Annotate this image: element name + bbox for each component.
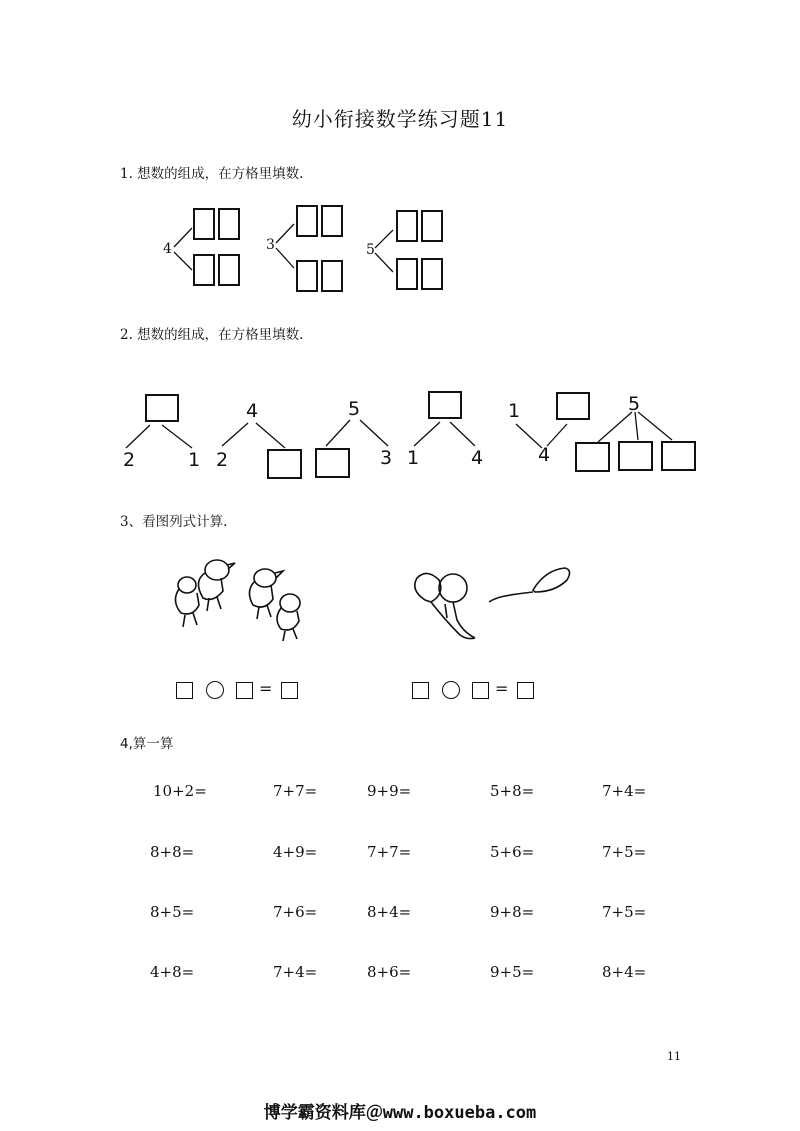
answer-box[interactable] <box>218 254 240 286</box>
math-expression: 4+9= <box>273 843 318 861</box>
math-expression: 7+7= <box>367 843 412 861</box>
equation-box[interactable] <box>281 682 298 699</box>
equals-sign: = <box>259 679 273 698</box>
equals-sign: = <box>495 679 509 698</box>
answer-box[interactable] <box>618 441 653 471</box>
tree-number: 1 <box>188 449 201 471</box>
equation-box[interactable] <box>412 682 429 699</box>
chicks-illustration <box>165 553 310 643</box>
compose-number-4: 4 <box>163 241 172 257</box>
answer-box[interactable] <box>193 208 215 240</box>
answer-box[interactable] <box>315 448 350 478</box>
math-expression: 8+4= <box>367 903 412 921</box>
footer-watermark[interactable]: 博学霸资料库＠www.boxueba.com <box>263 1103 537 1123</box>
section4-heading: 4,算一算 <box>120 736 174 752</box>
math-expression: 5+6= <box>490 843 535 861</box>
answer-box[interactable] <box>321 260 343 292</box>
math-expression: 7+4= <box>602 782 647 800</box>
compose-number-5: 5 <box>366 242 375 258</box>
answer-box[interactable] <box>296 260 318 292</box>
answer-box[interactable] <box>575 442 610 472</box>
answer-box[interactable] <box>267 449 302 479</box>
section3-heading: 3、看图列式计算. <box>120 514 228 530</box>
answer-box[interactable] <box>556 392 590 420</box>
answer-box[interactable] <box>428 391 462 419</box>
section1-heading: 1. 想数的组成，在方格里填数. <box>120 166 304 182</box>
tree-number: 2 <box>123 449 136 471</box>
math-expression: 4+8= <box>150 963 195 981</box>
math-expression: 7+7= <box>273 782 318 800</box>
math-expression: 9+8= <box>490 903 535 921</box>
math-expression: 7+5= <box>602 843 647 861</box>
equation-box[interactable] <box>236 682 253 699</box>
math-expression: 9+9= <box>367 782 412 800</box>
tree-number: 4 <box>538 444 551 466</box>
answer-box[interactable] <box>661 441 696 471</box>
math-expression: 10+2= <box>153 782 207 800</box>
answer-box[interactable] <box>296 205 318 237</box>
answer-box[interactable] <box>193 254 215 286</box>
page-number: 11 <box>667 1050 681 1063</box>
section2-heading: 2. 想数的组成，在方格里填数. <box>120 327 304 343</box>
math-expression: 7+6= <box>273 903 318 921</box>
tree-number: 1 <box>508 400 521 422</box>
answer-box[interactable] <box>396 210 418 242</box>
tree-number: 5 <box>628 393 641 415</box>
math-expression: 8+4= <box>602 963 647 981</box>
math-expression: 5+8= <box>490 782 535 800</box>
answer-box[interactable] <box>396 258 418 290</box>
tree-number: 3 <box>380 447 393 469</box>
math-expression: 7+4= <box>273 963 318 981</box>
answer-box[interactable] <box>145 394 179 422</box>
answer-box[interactable] <box>421 258 443 290</box>
operator-circle[interactable] <box>206 681 224 699</box>
operator-circle[interactable] <box>442 681 460 699</box>
math-expression: 8+5= <box>150 903 195 921</box>
compose-number-3: 3 <box>266 237 275 253</box>
answer-box[interactable] <box>421 210 443 242</box>
answer-box[interactable] <box>218 208 240 240</box>
tree-number: 4 <box>246 400 259 422</box>
math-expression: 8+8= <box>150 843 195 861</box>
math-expression: 9+5= <box>490 963 535 981</box>
math-expression: 8+6= <box>367 963 412 981</box>
tree-number: 1 <box>407 447 420 469</box>
balloons-illustration <box>405 560 575 645</box>
tree-number: 5 <box>348 398 361 420</box>
answer-box[interactable] <box>321 205 343 237</box>
math-expression: 7+5= <box>602 903 647 921</box>
equation-box[interactable] <box>472 682 489 699</box>
tree-number: 4 <box>471 447 484 469</box>
equation-box[interactable] <box>517 682 534 699</box>
equation-box[interactable] <box>176 682 193 699</box>
page-title: 幼小衔接数学练习题11 <box>291 107 509 131</box>
tree-number: 2 <box>216 449 229 471</box>
